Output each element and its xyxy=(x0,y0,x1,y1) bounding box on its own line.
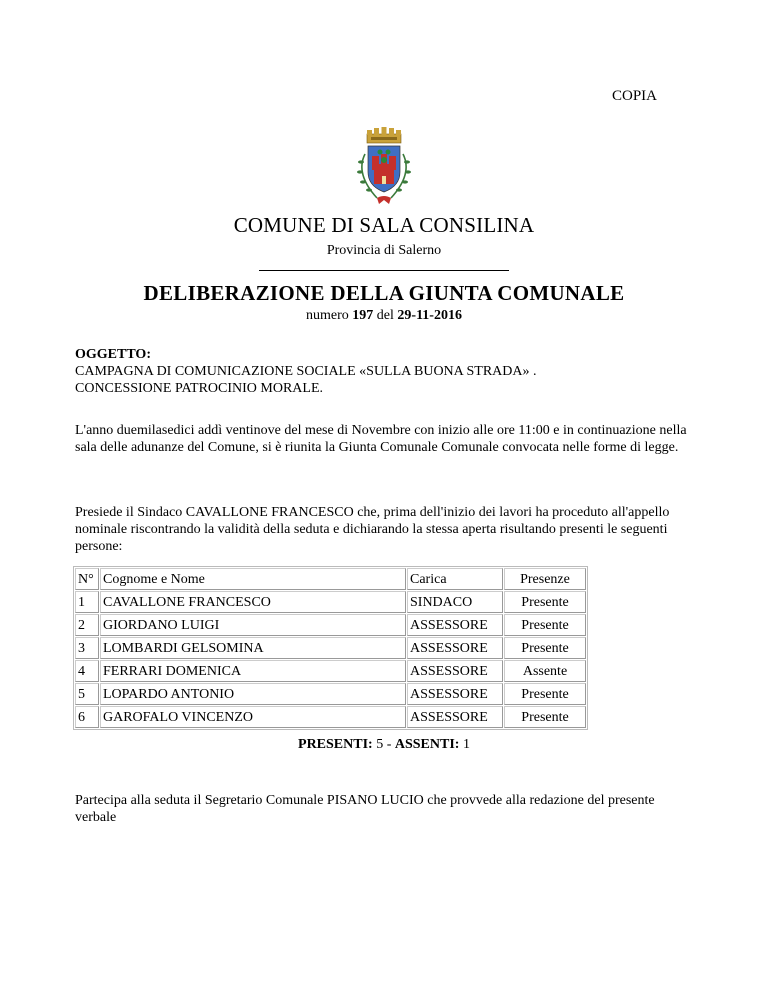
row-attendance: Presente xyxy=(504,637,586,659)
row-name: LOMBARDI GELSOMINA xyxy=(100,637,406,659)
row-role: ASSESSORE xyxy=(407,614,503,636)
row-role: ASSESSORE xyxy=(407,706,503,728)
row-name: CAVALLONE FRANCESCO xyxy=(100,591,406,613)
crown-icon xyxy=(367,127,401,143)
totals-separator: - xyxy=(386,737,392,752)
deliberation-date: 29-11-2016 xyxy=(397,308,462,323)
deliberation-number: 197 xyxy=(352,308,374,323)
copy-label: COPIA xyxy=(612,88,658,104)
header-name: Cognome e Nome xyxy=(100,568,406,590)
row-number: 1 xyxy=(75,591,99,613)
subject-line-2: CONCESSIONE PATROCINIO MORALE. xyxy=(75,381,324,396)
table-row xyxy=(75,706,586,728)
municipality-name: COMUNE DI SALA CONSILINA xyxy=(233,213,535,237)
table-row xyxy=(75,591,586,613)
table-header-row xyxy=(75,568,586,590)
row-number: 6 xyxy=(75,706,99,728)
header-attendance: Presenze xyxy=(504,568,586,590)
absent-label: ASSENTI: xyxy=(394,737,460,752)
present-label: PRESENTI: xyxy=(298,737,373,752)
row-name: FERRARI DOMENICA xyxy=(100,660,406,682)
row-name: GIORDANO LUIGI xyxy=(100,614,406,636)
row-attendance: Presente xyxy=(504,614,586,636)
row-attendance: Presente xyxy=(504,591,586,613)
divider xyxy=(259,270,509,271)
row-number: 5 xyxy=(75,683,99,705)
row-attendance: Presente xyxy=(504,683,586,705)
deliberation-number-line xyxy=(0,308,768,324)
row-role: ASSESSORE xyxy=(407,683,503,705)
ribbon-icon xyxy=(377,196,391,204)
row-name: LOPARDO ANTONIO xyxy=(100,683,406,705)
subject-label: OGGETTO: xyxy=(75,347,151,362)
date-label: del xyxy=(376,308,394,323)
table-row xyxy=(75,614,586,636)
secretary-paragraph: Partecipa alla seduta il Segretario Comunale PISANO LUCIO che provvede alla redazione del presente verbale xyxy=(75,793,655,825)
municipal-coat-of-arms xyxy=(343,124,425,208)
chair-paragraph: Presiede il Sindaco CAVALLONE FRANCESCO che, prima dell'inizio dei lavori ha proceduto all'appello nominale riscontrando la validità della seduta e dichiarando la stessa aperta risultando presenti le seguenti persone: xyxy=(75,505,670,554)
absent-count: 1 xyxy=(462,737,470,752)
subject-line-1: CAMPAGNA DI COMUNICAZIONE SOCIALE «SULLA BUONA STRADA» . xyxy=(75,364,537,379)
table-row xyxy=(75,660,586,682)
intro-paragraph: L'anno duemilasedici addì ventinove del mese di Novembre con inizio alle ore 11:00 e in continuazione nella sala delle adunanze del Comune, si è riunita la Giunta Comunale Comunale convocata nelle forme di legge. xyxy=(75,423,687,455)
subject-text xyxy=(75,363,537,397)
row-number: 3 xyxy=(75,637,99,659)
attendance-table xyxy=(73,566,588,730)
row-number: 4 xyxy=(75,660,99,682)
attendance-totals xyxy=(0,737,768,753)
table-row xyxy=(75,637,586,659)
table-row xyxy=(75,683,586,705)
row-attendance: Presente xyxy=(504,706,586,728)
header-number: N° xyxy=(75,568,99,590)
row-role: ASSESSORE xyxy=(407,660,503,682)
row-role: ASSESSORE xyxy=(407,637,503,659)
present-count: 5 xyxy=(376,737,384,752)
document-title: DELIBERAZIONE DELLA GIUNTA COMUNALE xyxy=(143,281,625,305)
province-name: Provincia di Salerno xyxy=(326,243,442,258)
row-attendance: Assente xyxy=(504,660,586,682)
header-role: Carica xyxy=(407,568,503,590)
number-label: numero xyxy=(306,308,349,323)
row-number: 2 xyxy=(75,614,99,636)
row-name: GAROFALO VINCENZO xyxy=(100,706,406,728)
row-role: SINDACO xyxy=(407,591,503,613)
